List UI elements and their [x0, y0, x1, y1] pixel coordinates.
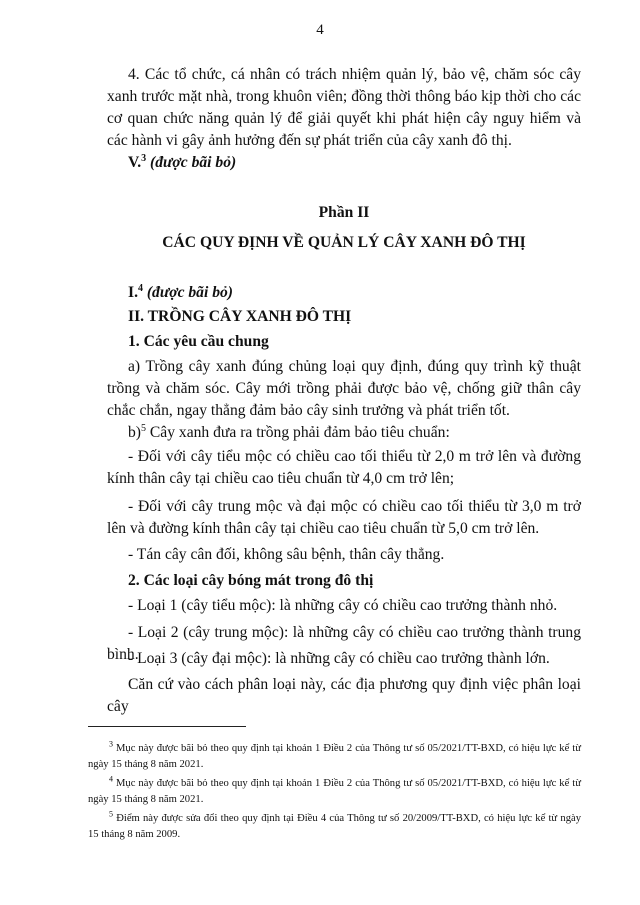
footnote-3-number: 3 [109, 739, 113, 749]
paragraph-l3: - Loại 3 (cây đại mộc): là những cây có chiều cao trưởng thành lớn. [128, 650, 550, 667]
footnote-4-number: 4 [109, 774, 113, 784]
paragraph-l2: - Loại 2 (cây trung mộc): là những cây có chiều cao trưởng thành trung bình. [107, 624, 581, 663]
page-number: 4 [316, 22, 324, 38]
section-i-heading [107, 282, 581, 304]
paragraph-last: Căn cứ vào cách phân loại này, các địa phương quy định việc phân loại cây [107, 676, 581, 715]
footnote-4-text: Mục này được bãi bỏ theo quy định tại khoản 1 Điều 2 của Thông tư số 05/2021/TT-BXD, có hiệu lực kể từ ngày 15 tháng 8 năm 2021. [88, 778, 581, 805]
footnote-5 [88, 811, 581, 843]
footnote-ref-4: 4 [137, 282, 143, 294]
footnote-ref-5: 5 [141, 422, 146, 434]
paragraph-item-4: 4. Các tổ chức, cá nhân có trách nhiệm quản lý, bảo vệ, chăm sóc cây xanh trước mặt nhà, trong khuôn viên; đồng thời thông báo kịp thời cho các cơ quan chức năng quản lý để giải quyết khi phát hiện cây nguy hiểm và các hành vi gây ảnh hưởng đến sự phát triển của cây xanh đô thị. [107, 66, 581, 149]
subsection-2-heading: 2. Các loại cây bóng mát trong đô thị [128, 572, 374, 589]
paragraph-b1: - Đối với cây tiểu mộc có chiều cao tối thiểu từ 2,0 m trở lên và đường kính thân cây tại chiều cao tiêu chuẩn từ 4,0 cm trở lên; [107, 448, 581, 487]
footnote-5-text: Điểm này được sửa đổi theo quy định tại Điều 4 của Thông tư số 20/2009/TT-BXD, có hiệu lực kể từ ngày 15 tháng 8 năm 2009. [88, 813, 581, 840]
section-v-note: (được bãi bỏ) [146, 154, 237, 171]
section-ii-heading: II. TRỒNG CÂY XANH ĐÔ THỊ [128, 308, 352, 325]
part-title: Phần II [318, 204, 370, 221]
section-i-note: (được bãi bỏ) [142, 284, 233, 301]
footnote-3 [88, 741, 581, 773]
section-i-label: I. [128, 284, 138, 301]
paragraph-b-text: Cây xanh đưa ra trồng phải đảm bảo tiêu chuẩn: [146, 424, 450, 441]
paragraph-l1: - Loại 1 (cây tiểu mộc): là những cây có chiều cao trưởng thành nhỏ. [128, 597, 558, 614]
paragraph-b-label: b) [128, 424, 141, 441]
subsection-1-heading: 1. Các yêu cầu chung [128, 333, 269, 350]
paragraph-b [107, 422, 581, 444]
section-v-heading [107, 152, 581, 174]
footnote-4 [88, 776, 581, 808]
part-subtitle: CÁC QUY ĐỊNH VỀ QUẢN LÝ CÂY XANH ĐÔ THỊ [162, 234, 526, 251]
footnote-5-number: 5 [109, 809, 113, 819]
footnote-3-text: Mục này được bãi bỏ theo quy định tại khoản 1 Điều 2 của Thông tư số 05/2021/TT-BXD, có hiệu lực kể từ ngày 15 tháng 8 năm 2021. [88, 743, 581, 770]
footnote-divider [88, 726, 246, 727]
section-v-label: V. [128, 154, 142, 171]
footnote-ref-3: 3 [141, 152, 147, 164]
paragraph-b3: - Tán cây cân đối, không sâu bệnh, thân cây thẳng. [128, 546, 445, 563]
paragraph-a: a) Trồng cây xanh đúng chủng loại quy định, đúng quy trình kỹ thuật trồng và chăm sóc. Cây mới trồng phải được bảo vệ, chống giữ thân cây chắc chắn, ngay thẳng đảm bảo cây sinh trưởng và phát triển tốt. [107, 358, 581, 419]
paragraph-b2: - Đối với cây trung mộc và đại mộc có chiều cao tối thiểu từ 3,0 m trở lên và đường kính thân cây tại chiều cao tiêu chuẩn từ 5,0 cm trở lên. [107, 498, 581, 537]
